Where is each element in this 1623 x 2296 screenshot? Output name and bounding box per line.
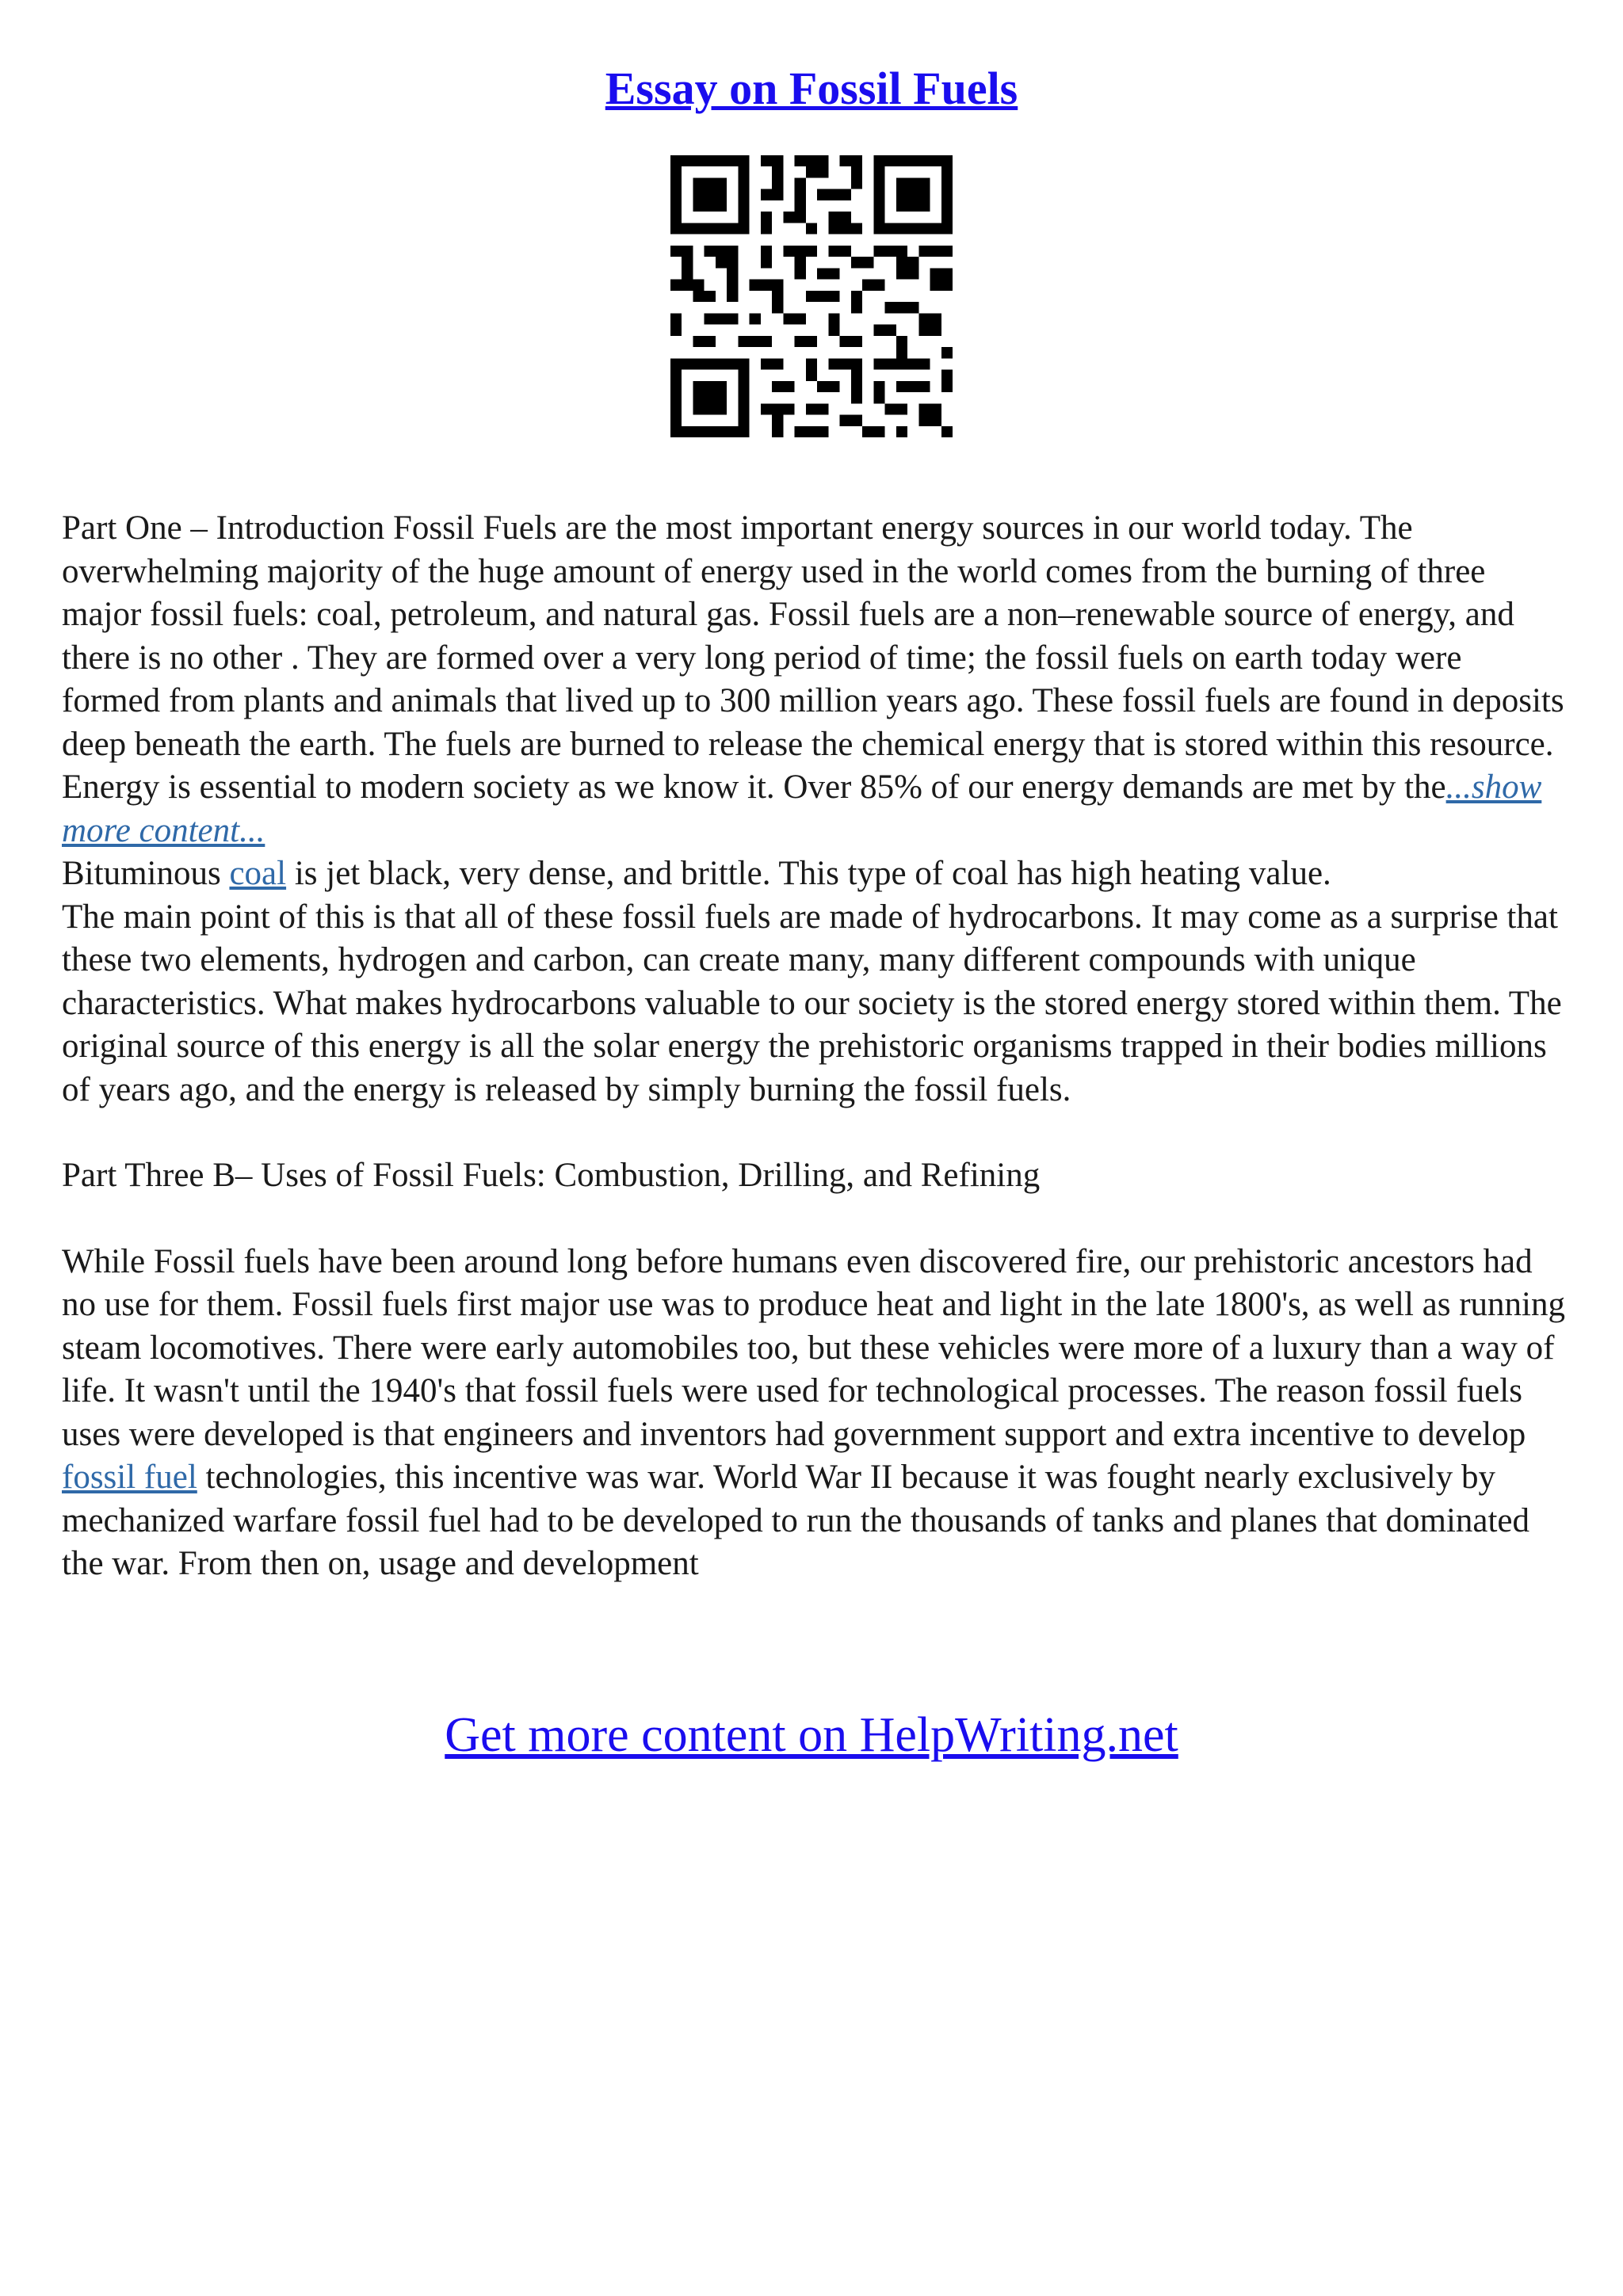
bituminous-text-after: is jet black, very dense, and brittle. This type of coal has high heating value. bbox=[286, 855, 1331, 892]
show-more-link[interactable]: ...show more content... bbox=[62, 769, 1542, 849]
uses-text-before: While Fossil fuels have been around long before humans even discovered fire, our prehistoric ancestors had no use for them. Fossil fuels first major use was to produce heat and light in the late 1800's, as well as running steam locomotives. There were early automobiles too, but these vehicles were more of a luxury than a way of life. It wasn't until the 1940's that fossil fuels were used for technological processes. The reason fossil fuels uses were developed is that engineers and inventors had government support and extra incentive to develop bbox=[62, 1242, 1565, 1453]
paragraph-intro bbox=[62, 507, 1568, 852]
intro-text: Part One – Introduction Fossil Fuels are the most important energy sources in our world today. The overwhelming majority of the huge amount of energy used in the world comes from the burning of three major fossil fuels: coal, petroleum, and natural gas. Fossil fuels are a non–renewable source of energy, and there is no other . They are formed over a very long period of time; the fossil fuels on earth today were formed from plants and animals that lived up to 300 million years ago. These fossil fuels are found in deposits deep beneath the earth. The fuels are burned to release the chemical energy that is stored within this resource. Energy is essential to modern society as we know it. Over 85% of our energy demands are met by the bbox=[62, 509, 1564, 806]
paragraph-uses bbox=[62, 1241, 1568, 1586]
paragraph-bituminous bbox=[62, 852, 1568, 896]
footer bbox=[0, 1703, 1623, 1767]
section-heading: Part Three B– Uses of Fossil Fuels: Combustion, Drilling, and Refining bbox=[62, 1157, 1041, 1194]
fossil-fuel-link[interactable]: fossil fuel bbox=[62, 1459, 197, 1496]
paragraph-hydrocarbons: The main point of this is that all of these fossil fuels are made of hydrocarbons. It may come as a surprise that these two elements, hydrogen and carbon, can create many, many different compounds with unique characteristics. What makes hydrocarbons valuable to our society is the stored energy stored within them. The original source of this energy is all the solar energy the prehistoric organisms trapped in their bodies millions of years ago, and the energy is released by simply burning the fossil fuels. bbox=[62, 898, 1562, 1108]
coal-link[interactable]: coal bbox=[229, 855, 287, 892]
uses-text-after: technologies, this incentive was war. World War II because it was fought nearly exclusively by mechanized warfare fossil fuel had to be developed to run the thousands of tanks and planes that dominated the war. From then on, usage and development bbox=[62, 1459, 1530, 1582]
bituminous-text-before: Bituminous bbox=[62, 855, 230, 892]
essay-body bbox=[62, 507, 1568, 1586]
page-title bbox=[0, 57, 1623, 120]
title-link[interactable]: Essay on Fossil Fuels bbox=[605, 63, 1018, 114]
qr-code-icon bbox=[670, 155, 953, 437]
get-more-content-link[interactable]: Get more content on HelpWriting.net bbox=[445, 1708, 1178, 1762]
